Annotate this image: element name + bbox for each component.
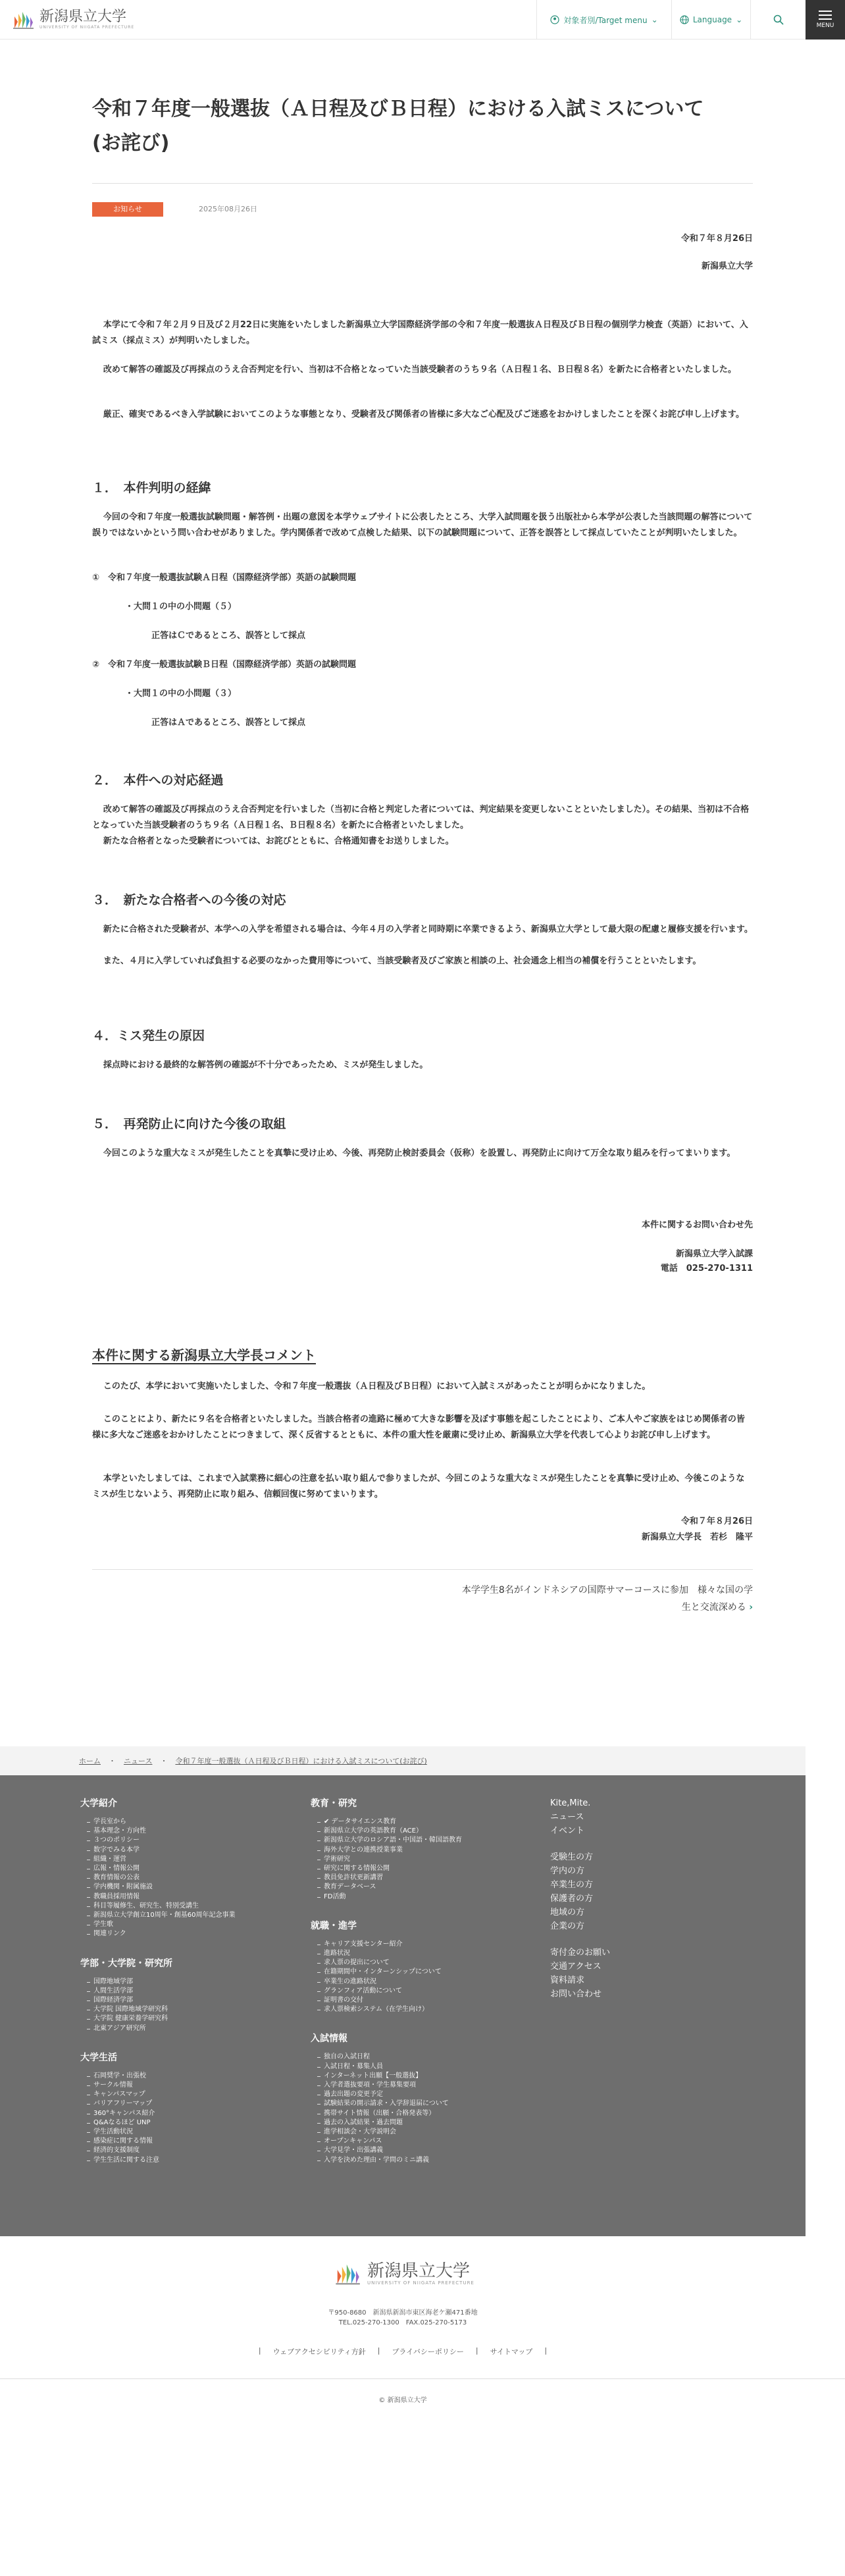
footer-link[interactable]: サークル情報	[80, 2081, 278, 2090]
comment-paragraph: このたび、本学において実施いたしました、令和７年度一般選抜（Ａ日程及びＢ日程）において入試ミスがあったことが明らかになりました。	[103, 1382, 651, 1391]
intro-paragraph: 改めて解答の確認及び再採点のうえ合否判定を行い、当初は不合格となっていた当該受験者のうち９名（Ａ日程１名、Ｂ日程８名）を新たに合格者といたしました。	[103, 365, 736, 375]
footer-link[interactable]: 360°キャンパス紹介	[80, 2109, 278, 2118]
intro-paragraph: 本学にて令和７年２月９日及び２月22日に実施をいたしました新潟県立大学国際経済学部の令和７年度一般選抜Ａ日程及びＢ日程の個別学力検査（英語）において、入試ミス（採点ミス）が判明いたしました。	[92, 320, 748, 346]
menu-label: MENU	[816, 22, 834, 29]
footer-link[interactable]: ３つのポリシー	[80, 1836, 278, 1845]
footer-link[interactable]: グランフィア活動について	[311, 1987, 548, 1996]
footer-link[interactable]: 受験生の方	[550, 1852, 594, 1862]
footer-address: 〒950-8680 新潟県新潟市東区海老ケ瀬471番地	[328, 2309, 478, 2317]
footer-column-3	[550, 1796, 721, 2001]
hamburger-icon	[819, 11, 832, 12]
footer-list	[550, 1946, 721, 2001]
sitemap-link[interactable]: サイトマップ	[490, 2348, 533, 2356]
footer-gap	[550, 1933, 721, 1946]
footer-link[interactable]: 新潟県立大学の英語教育（ACE）	[311, 1827, 548, 1836]
footer-list	[311, 1940, 548, 2015]
footer-link[interactable]: 教員免許状更新講習	[311, 1873, 548, 1883]
chevron-down-icon: ⌄	[736, 15, 743, 24]
footer-link[interactable]: 教職員採用情報	[80, 1892, 278, 1902]
section-paragraph: 今回このような重大なミスが発生したことを真摯に受け止め、今後、再発防止検討委員会（仮称）を設置し、再発防止に向けて万全な取り組みを行ってまいります。	[103, 1148, 736, 1158]
language-button[interactable]	[671, 0, 750, 40]
footer-link[interactable]: 入試日程・募集人員	[311, 2062, 548, 2072]
breadcrumb-news[interactable]: ニュース	[124, 1757, 153, 1765]
comment-heading: 本件に関する新潟県立大学長コメント	[92, 1347, 316, 1363]
footer-gap	[550, 1838, 721, 1850]
footer-link[interactable]: 大学院 健康栄養学研究科	[80, 2014, 278, 2024]
footer-column-2	[311, 1796, 548, 2165]
globe-icon	[680, 15, 689, 24]
list-note: 正答はＣであるところ、誤答として採点	[151, 631, 306, 641]
footer-navigation	[0, 1775, 806, 2236]
list-subitem: ・大問１の中の小問題（５）	[125, 602, 237, 612]
footer-link[interactable]: 学内の方	[550, 1866, 585, 1876]
footer-link[interactable]: 進学相談会・大学説明会	[311, 2128, 548, 2137]
page-title-line1: 令和７年度一般選抜（Ａ日程及びＢ日程）における入試ミスについて	[92, 97, 704, 121]
next-article-link[interactable]	[415, 1582, 753, 1616]
target-menu-label: 対象者別/Target menu	[563, 15, 648, 25]
contact-org: 新潟県立大学入試課	[675, 1249, 753, 1259]
footer-section-title[interactable]: 入試情報	[311, 2033, 347, 2045]
footer-link[interactable]: ✔ データサイエンス教育	[311, 1817, 548, 1827]
footer-separator: |	[544, 2346, 548, 2355]
section-paragraph: 改めて解答の確認及び再採点のうえ合否判定を行いました（当初に合格と判定した者については、判定結果を変更しないことといたしました）。その結果、当初は不合格となっていた当該受験者のうち９名（Ａ日程１名、Ｂ日程８名）を新たに合格者といたしました。	[92, 805, 750, 830]
footer-link[interactable]: 人間生活学部	[80, 1987, 278, 1996]
footer-link[interactable]: 教育データベース	[311, 1883, 548, 1892]
footer-link[interactable]: 寄付金のお願い	[550, 1948, 611, 1958]
section-paragraph: 今回の令和７年度一般選抜試験問題・解答例・出題の意図を本学ウェブサイトに公表したところ、大学入試問題を扱う出版社から本学が公表した当該問題の解答について誤りではないかという問い合わせがありました。学内関係者で改めて点検した結果、以下の試験問題について、正答を誤答として採点していたことが判明いたしました。	[92, 512, 753, 538]
footer-link[interactable]: 北東アジア研究所	[80, 2024, 278, 2033]
contact-tel: 電話 025-270-1311	[660, 1264, 753, 1274]
footer-link[interactable]: 関連リンク	[80, 1929, 278, 1939]
footer-link[interactable]: 学生生活に関する注意	[80, 2156, 278, 2165]
article-divider	[92, 1569, 753, 1570]
footer-link[interactable]: 海外大学との連携授業事業	[311, 1846, 548, 1855]
site-logo[interactable]	[12, 8, 134, 32]
issuer: 新潟県立大学	[701, 261, 753, 271]
footer-link[interactable]: 大学見学・出張講義	[311, 2146, 548, 2155]
footer-link[interactable]: 携帯サイト情報（出願・合格発表等）	[311, 2109, 548, 2118]
comment-date: 令和７年８月26日	[680, 1516, 753, 1526]
section-heading: ３． 新たな合格者への今後の対応	[92, 893, 286, 907]
footer-link[interactable]: 入学者選抜要項・学生募集要項	[311, 2081, 548, 2090]
site-header	[0, 0, 845, 40]
footer-link[interactable]: インターネット出願【一般選抜】	[311, 2072, 548, 2081]
chevron-right-icon: ›	[749, 1602, 753, 1613]
footer-link[interactable]: Q&Aなるほど UNP	[80, 2118, 278, 2128]
search-button[interactable]	[750, 0, 806, 40]
list-note: 正答はＡであるところ、誤答として採点	[151, 718, 306, 728]
footer-link[interactable]: Kite,Mite.	[550, 1798, 591, 1808]
section-heading: ４．ミス発生の原因	[92, 1029, 205, 1043]
logo-subtext: UNIVERSITY OF NIIGATA PREFECTURE	[39, 25, 135, 30]
footer-phone: TEL.025-270-1300 FAX.025-270-5173	[338, 2319, 467, 2326]
footer-link[interactable]: 学生歌	[80, 1920, 278, 1929]
footer-links	[0, 2346, 806, 2357]
footer-list	[80, 2072, 278, 2165]
footer-link[interactable]: 研究に関する情報公開	[311, 1864, 548, 1873]
title-divider	[92, 183, 753, 184]
section-paragraph: 採点時における最終的な解答例の確認が不十分であったため、ミスが発生しました。	[103, 1060, 428, 1070]
footer-section-title[interactable]: 学部・大学院・研究所	[80, 1958, 172, 1969]
footer-link[interactable]: 過去の入試結果・過去問題	[311, 2118, 548, 2128]
footer-link[interactable]: 学生活動状況	[80, 2128, 278, 2137]
logo-mark-icon	[334, 2262, 361, 2286]
footer-link[interactable]: 経済的支援制度	[80, 2146, 278, 2155]
footer-link[interactable]: キャリア支援センター紹介	[311, 1940, 548, 1949]
next-article-title-line2: 生と交流深める	[681, 1602, 746, 1613]
footer-list	[311, 1817, 548, 1902]
footer-section-title[interactable]: 大学紹介	[80, 1798, 117, 1809]
footer-separator: |	[258, 2346, 261, 2355]
footer-link[interactable]: 試験結果の開示請求・入学辞退届について	[311, 2099, 548, 2108]
hamburger-line	[819, 14, 832, 16]
footer-link[interactable]: 交通アクセス	[550, 1962, 602, 1972]
footer-link[interactable]: 卒業生の方	[550, 1880, 594, 1890]
footer-list	[550, 1850, 721, 1933]
chevron-down-icon: ⌄	[651, 15, 658, 24]
footer-link[interactable]: 求人票検索システム（在学生向け）	[311, 2005, 548, 2014]
privacy-link[interactable]: プライバシーポリシー	[392, 2348, 464, 2356]
section-heading: ５． 再発防止に向けた今後の取組	[92, 1117, 286, 1131]
footer-link[interactable]: 新潟県立大学創立10周年・創基60周年記念事業	[80, 1911, 278, 1920]
footer-link[interactable]: 証明書の交付	[311, 1996, 548, 2005]
footer-link[interactable]: 独自の入試日程	[311, 2053, 548, 2062]
list-item: ② 令和７年度一般選抜試験Ｂ日程（国際経済学部）英語の試験問題	[92, 660, 357, 670]
footer-link[interactable]: 大学院 国際地域学研究科	[80, 2005, 278, 2014]
next-article-title-line1: 本学学生8名がインドネシアの国際サマーコースに参加 様々な国の学	[461, 1585, 753, 1596]
footer-list	[550, 1796, 721, 1838]
footer-link[interactable]: 広報・情報公開	[80, 1864, 278, 1873]
footer-link[interactable]: 入学を決めた理由・学問のミニ講義	[311, 2156, 548, 2165]
footer-link[interactable]: 学術研究	[311, 1855, 548, 1864]
hamburger-line	[819, 18, 832, 20]
category-badge: お知らせ	[92, 202, 163, 217]
footer-logo-text: 新潟県立大学	[367, 2261, 471, 2281]
footer-link[interactable]: 在籍期間中・インターンシップについて	[311, 1968, 548, 1977]
footer-link[interactable]: 基本理念・方向性	[80, 1827, 278, 1836]
footer-logo-subtext: UNIVERSITY OF NIIGATA PREFECTURE	[367, 2280, 474, 2286]
section-paragraph: 新たに合格された受験者が、本学への入学を希望される場合は、今年４月の入学者と同時期に卒業できるよう、新潟県立大学として最大限の配慮と履修支援を行います。	[103, 925, 753, 934]
page-title	[92, 92, 737, 161]
intro-paragraph: 厳正、確実であるべき入学試験においてこのような事態となり、受験者及び関係者の皆様に多大なご心配及びご迷惑をおかけしましたことを深くお詫び申し上げます。	[103, 410, 744, 419]
footer-list	[311, 2053, 548, 2164]
accessibility-link[interactable]: ウェブアクセシビリティ方針	[272, 2348, 366, 2356]
list-subitem: ・大問１の中の小問題（３）	[125, 689, 237, 699]
logo-mark-icon	[12, 10, 34, 30]
target-menu-button[interactable]	[536, 0, 671, 40]
footer-link[interactable]: 学長室から	[80, 1817, 278, 1827]
footer-link[interactable]: 科目等履修生、研究生、特別受講生	[80, 1902, 278, 1911]
footer-link[interactable]: キャンパスマップ	[80, 2090, 278, 2099]
footer-link[interactable]: お問い合わせ	[550, 1989, 602, 1999]
breadcrumb	[0, 1746, 806, 1775]
section-heading: １． 本件判明の経緯	[92, 481, 211, 495]
footer-link[interactable]: 学内機関・附属施設	[80, 1883, 278, 1892]
footer-link[interactable]: 新潟県立大学のロシア語・中国語・韓国語教育	[311, 1836, 548, 1845]
contact-title: 本件に関するお問い合わせ先	[641, 1220, 753, 1230]
comment-paragraph: 本学といたしましては、これまで入試業務に細心の注意を払い取り組んで参りましたが、今回このような重大なミスが発生したことを真摯に受け止め、今後このようなミスが生じないよう、再発防止に取り組み、信頼回復に努めてまいります。	[92, 1474, 745, 1499]
footer-divider	[0, 2378, 845, 2379]
footer-separator: |	[377, 2346, 380, 2355]
footer-list	[80, 1977, 278, 2033]
footer-link[interactable]: 国際地域学部	[80, 1977, 278, 1987]
footer-section-title[interactable]: 大学生活	[80, 2052, 117, 2063]
footer-link[interactable]: 感染症に関する情報	[80, 2137, 278, 2146]
footer-link[interactable]: 求人票の提出について	[311, 1958, 548, 1968]
footer-link[interactable]: ニュース	[550, 1812, 584, 1822]
footer-link[interactable]: 組織・運営	[80, 1855, 278, 1864]
footer-link[interactable]: イベント	[550, 1826, 585, 1836]
breadcrumb-separator: ・	[160, 1757, 168, 1765]
list-item: ① 令和７年度一般選抜試験Ａ日程（国際経済学部）英語の試験問題	[92, 573, 357, 583]
footer-link[interactable]: 保護者の方	[550, 1894, 594, 1904]
footer-section-title[interactable]: 教育・研究	[311, 1798, 357, 1809]
search-icon	[773, 14, 784, 25]
footer-section-title[interactable]: 就職・進学	[311, 1920, 357, 1931]
footer-link[interactable]: バリアフリーマップ	[80, 2099, 278, 2108]
footer-link[interactable]: 資料請求	[550, 1975, 585, 1985]
section-paragraph: 新たな合格者となった受験者については、お詫びとともに、合格通知書をお送りしました。	[103, 836, 454, 846]
footer-link[interactable]: 国際経済学部	[80, 1996, 278, 2005]
footer-link[interactable]: 過去出題の変更予定	[311, 2090, 548, 2099]
section-paragraph: また、４月に入学していれば負担する必要のなかった費用等について、当該受験者及びご家族と相談の上、社会通念上相当の補償を行うことといたします。	[103, 956, 702, 966]
footer-list	[80, 1817, 278, 1939]
person-icon	[550, 15, 559, 24]
breadcrumb-separator: ・	[109, 1757, 116, 1765]
publish-date: 2025年08月26日	[199, 205, 257, 213]
page-title-line2: (お詫び)	[92, 132, 170, 155]
breadcrumb-current[interactable]: 令和７年度一般選抜（Ａ日程及びＢ日程）における入試ミスについて(お詫び)	[175, 1757, 427, 1765]
section-heading: ２． 本件への対応経過	[92, 773, 224, 788]
footer-link[interactable]: 地域の方	[550, 1908, 585, 1918]
menu-button[interactable]	[806, 0, 845, 40]
logo-text: 新潟県立大学	[39, 9, 127, 25]
footer-link[interactable]: 数字でみる本学	[80, 1846, 278, 1855]
footer-logo[interactable]	[334, 2262, 474, 2286]
footer-column-1	[80, 1796, 278, 2165]
footer-link[interactable]: 石岡奨学・出張校	[80, 2072, 278, 2081]
footer-link[interactable]: 進路状況	[311, 1949, 548, 1958]
language-label: Language	[692, 15, 732, 24]
footer-link[interactable]: 教育情報の公表	[80, 1873, 278, 1883]
footer-separator: |	[475, 2346, 478, 2355]
comment-paragraph: このことにより、新たに９名を合格者といたしました。当該合格者の進路に極めて大きな影響を及ぼす事態を起こしたことにより、ご本人やご家族をはじめ関係者の皆様に多大なご迷惑をおかけしたことにつきまして、深く反省するとともに、本件の重大性を厳粛に受け止め、新潟県立大学を代表して心よりお詫び申し上げます。	[92, 1414, 745, 1440]
breadcrumb-home[interactable]: ホーム	[79, 1757, 101, 1765]
copyright: © 新潟県立大学	[378, 2397, 427, 2404]
issue-date: 令和７年８月26日	[680, 234, 753, 244]
footer-link[interactable]: 企業の方	[550, 1921, 585, 1931]
comment-signature: 新潟県立大学長 若杉 隆平	[641, 1532, 753, 1542]
footer-link[interactable]: オープンキャンパス	[311, 2137, 548, 2146]
footer-link[interactable]: FD活動	[311, 1892, 548, 1902]
footer-link[interactable]: 卒業生の進路状況	[311, 1977, 548, 1987]
